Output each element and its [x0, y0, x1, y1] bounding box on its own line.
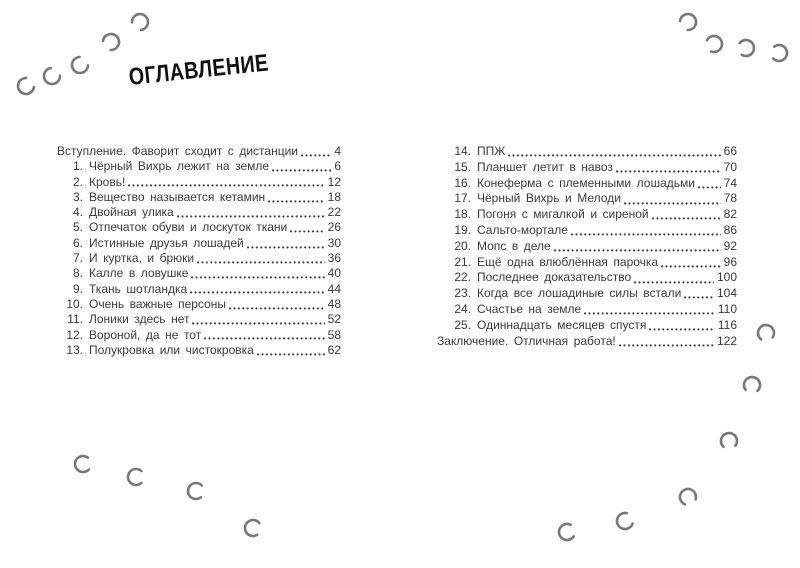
dot-leader — [257, 353, 325, 356]
entry-title: Двойная улика — [89, 205, 174, 220]
toc-entry — [437, 255, 737, 271]
dot-leader — [247, 246, 325, 249]
toc-entry — [437, 286, 737, 302]
entry-number: 18. — [454, 207, 471, 222]
entry-number: 5. — [72, 220, 83, 235]
entry-title: И куртка, и брюки — [89, 251, 195, 266]
entry-number: 10. — [66, 296, 83, 311]
entry-page: 78 — [723, 191, 737, 206]
horseshoe-icon — [74, 456, 89, 473]
entry-number: 15. — [454, 159, 471, 174]
entry-title: Одиннадцать месяцев спустя — [477, 317, 647, 332]
entry-page: 104 — [716, 286, 737, 301]
entry-page: 30 — [327, 235, 341, 250]
dot-leader — [571, 233, 721, 236]
entry-number: 16. — [454, 175, 471, 190]
toc-entry — [437, 207, 737, 223]
entry-number: 21. — [454, 254, 471, 269]
toc-entry — [57, 175, 341, 190]
entry-page: 70 — [723, 159, 737, 174]
entry-title: Ткань шотландка — [89, 281, 188, 296]
horseshoe-icon — [130, 11, 151, 32]
toc-entry — [57, 297, 341, 312]
entry-title: Счастье на земле — [477, 301, 582, 316]
toc-column-left — [57, 144, 341, 358]
dot-leader — [649, 328, 714, 331]
page-title: ОГЛАВЛЕНИЕ — [127, 49, 270, 91]
entry-title: Конеферма с племенными лошадьми — [477, 175, 695, 190]
toc-entry — [437, 144, 737, 160]
entry-number: 3. — [72, 189, 83, 204]
entry-page: 26 — [327, 220, 341, 235]
toc-entry — [57, 190, 341, 205]
entry-title: Вещество называется кетамин — [89, 189, 266, 204]
dot-leader — [197, 261, 325, 264]
horseshoe-icon — [706, 34, 724, 54]
horseshoe-icon — [128, 469, 141, 485]
entry-number: 24. — [454, 301, 471, 316]
entry-page: 18 — [327, 189, 341, 204]
entry-title: Чёрный Вихрь лежит на земле — [89, 159, 270, 174]
toc-entry — [57, 312, 341, 327]
toc-entry — [437, 318, 737, 334]
dot-leader — [177, 215, 325, 218]
horseshoe-icon — [102, 31, 123, 52]
entry-title: Заключение. Отличная работа! — [437, 333, 616, 348]
entry-number: 2. — [72, 174, 83, 189]
entry-number: 23. — [454, 286, 471, 301]
entry-number: 17. — [454, 191, 471, 206]
entry-title: Погоня с мигалкой и сиреной — [477, 207, 649, 222]
toc-entry — [57, 220, 341, 235]
dot-leader — [229, 307, 325, 310]
entry-title: Ещё одна влюблённая парочка — [477, 254, 659, 269]
dot-leader — [661, 265, 721, 268]
entry-page: 44 — [327, 281, 341, 296]
toc-entry — [437, 302, 737, 318]
dot-leader — [191, 276, 324, 279]
entry-page: 110 — [717, 301, 737, 316]
dot-leader — [204, 337, 324, 340]
dot-leader — [190, 291, 324, 294]
entry-number: 8. — [72, 266, 83, 281]
entry-number: 22. — [454, 270, 471, 285]
toc-entry — [437, 270, 737, 286]
entry-page: 100 — [716, 270, 737, 285]
dot-leader — [128, 184, 324, 187]
entry-title: Мопс в деле — [477, 238, 551, 253]
entry-title: Очень важные персоны — [89, 296, 226, 311]
dot-leader — [290, 230, 324, 233]
toc-entry — [57, 236, 341, 251]
horseshoe-icon — [720, 432, 737, 447]
entry-page: 12 — [327, 174, 341, 189]
entry-title: Последнее доказательство — [477, 270, 632, 285]
horseshoe-icon — [15, 76, 36, 97]
horseshoe-icon — [679, 11, 700, 32]
dot-leader — [616, 170, 721, 173]
toc-entry — [57, 205, 341, 220]
horseshoe-icon — [739, 39, 755, 57]
horseshoe-icon — [244, 519, 260, 537]
horseshoe-icon — [41, 67, 62, 88]
horseshoe-icon — [757, 324, 775, 340]
entry-page: 92 — [723, 238, 737, 253]
entry-page: 74 — [723, 175, 737, 190]
entry-title: Полукровка или чистокровка — [89, 342, 254, 357]
entry-number: 11. — [67, 312, 83, 327]
entry-page: 4 — [334, 144, 341, 158]
dot-leader — [698, 186, 721, 189]
entry-number: 25. — [454, 317, 471, 332]
entry-page: 48 — [327, 296, 341, 311]
entry-number: 1. — [72, 159, 83, 174]
entry-page: 58 — [327, 327, 341, 342]
entry-number: 7. — [72, 251, 83, 266]
entry-title: Планшет летит в навоз — [477, 159, 613, 174]
horseshoe-icon — [69, 56, 90, 77]
entry-page: 40 — [327, 266, 341, 281]
dot-leader — [272, 169, 331, 172]
horseshoe-icon — [557, 523, 574, 542]
entry-title: Кровь! — [89, 174, 126, 189]
toc-entry — [57, 251, 341, 266]
dot-leader — [619, 344, 714, 347]
entry-title: ППЖ — [477, 144, 506, 158]
entry-title: Когда все лошадиные силы встали — [477, 286, 682, 301]
dot-leader — [584, 312, 715, 315]
toc-entry — [57, 343, 341, 358]
entry-title: Отпечаток обуви и лоскуток ткани — [89, 220, 288, 235]
dot-leader — [684, 296, 714, 299]
toc-entry — [437, 160, 737, 176]
toc-entry — [57, 144, 341, 159]
dot-leader — [652, 217, 721, 220]
entry-page: 116 — [717, 317, 737, 332]
entry-number: 6. — [72, 235, 83, 250]
entry-number: 12. — [66, 327, 83, 342]
horseshoe-icon — [773, 45, 788, 62]
dot-leader — [301, 154, 331, 157]
entry-page: 36 — [327, 251, 341, 266]
entry-title: Сальто-мортале — [477, 222, 568, 237]
entry-number: 14. — [454, 144, 471, 158]
dot-leader — [634, 281, 714, 284]
entry-title: Лоники здесь нет — [89, 312, 190, 327]
entry-page: 66 — [723, 144, 737, 158]
dot-leader — [554, 249, 721, 252]
entry-page: 22 — [327, 205, 341, 220]
entry-page: 52 — [327, 312, 341, 327]
toc-entry — [57, 159, 341, 174]
horseshoe-icon — [744, 376, 761, 391]
entry-title: Вступление. Фаворит сходит с дистанции — [57, 144, 298, 158]
toc-entry — [57, 266, 341, 281]
entry-page: 62 — [327, 342, 341, 357]
dot-leader — [268, 200, 324, 203]
entry-title: Вороной, да не тот — [89, 327, 202, 342]
entry-page: 82 — [723, 207, 737, 222]
entry-page: 6 — [334, 159, 341, 174]
entry-title: Истинные друзья лошадей — [89, 235, 244, 250]
toc-entry — [437, 239, 737, 255]
entry-title: Чёрный Вихрь и Мелоди — [477, 191, 621, 206]
toc-entry — [57, 282, 341, 297]
entry-page: 96 — [723, 254, 737, 269]
toc-column-right — [437, 144, 737, 349]
entry-page: 122 — [716, 333, 737, 348]
toc-entry — [437, 176, 737, 192]
horseshoe-icon — [614, 511, 634, 532]
toc-entry — [437, 223, 737, 239]
entry-page: 86 — [723, 222, 737, 237]
entry-number: 13. — [66, 342, 83, 357]
entry-number: 20. — [454, 238, 471, 253]
entry-number: 4. — [72, 205, 83, 220]
horseshoe-icon — [677, 486, 697, 505]
entry-number: 19. — [454, 222, 471, 237]
dot-leader — [624, 202, 721, 205]
entry-title: Калле в ловушке — [89, 266, 189, 281]
toc-entry — [57, 328, 341, 343]
toc-entry — [437, 334, 737, 350]
dot-leader — [192, 322, 324, 325]
entry-number: 9. — [72, 281, 83, 296]
dot-leader — [508, 154, 720, 157]
horseshoe-icon — [187, 482, 202, 499]
toc-entry — [437, 191, 737, 207]
